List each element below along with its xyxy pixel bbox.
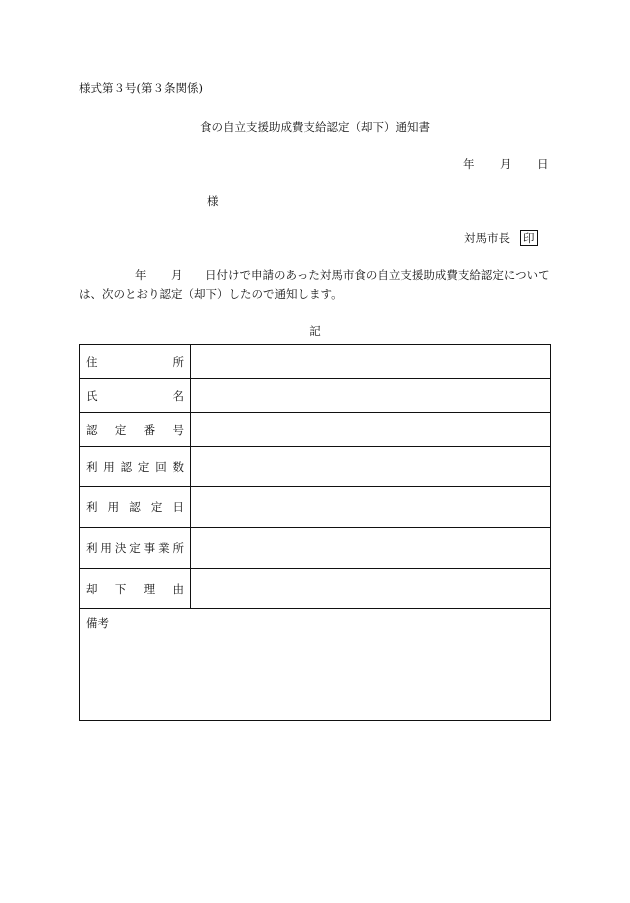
table-row: [80, 487, 551, 528]
notes-label: 備考: [86, 616, 109, 630]
table-row: [80, 569, 551, 609]
row-label: 利用認定日: [80, 487, 191, 528]
body-year: 年: [135, 268, 147, 282]
table-row: [80, 413, 551, 447]
date-month: 月: [500, 157, 512, 171]
table-row: [80, 447, 551, 487]
document-title: 食の自立支援助成費支給認定（却下）通知書: [200, 120, 430, 134]
row-label: 却下理由: [80, 569, 191, 609]
body-month: 月: [171, 268, 183, 282]
row-label: 認定番号: [80, 413, 191, 447]
date-line: [463, 156, 549, 172]
certification-number-field: [191, 413, 551, 447]
ki-heading: 記: [309, 324, 321, 338]
notes-row: [80, 609, 551, 721]
date-year: 年: [463, 157, 475, 171]
date-day: 日: [537, 157, 549, 171]
form-number: 様式第３号(第３条関係): [79, 81, 203, 95]
body-text: 日付けで申請のあった対馬市食の自立支援助成費支給認定については、次のとおり認定（却下）したので通知します。: [79, 268, 550, 301]
table-row: [80, 528, 551, 569]
issuer: [464, 230, 538, 246]
name-field: [191, 379, 551, 413]
rejection-reason-field: [191, 569, 551, 609]
usage-count-field: [191, 447, 551, 487]
provider-field: [191, 528, 551, 569]
details-table: [79, 344, 551, 721]
address-field: [191, 345, 551, 379]
row-label: 利用決定事業所: [80, 528, 191, 569]
certification-date-field: [191, 487, 551, 528]
body-paragraph: [79, 266, 551, 304]
row-label: 住所: [80, 345, 191, 379]
table-row: [80, 345, 551, 379]
issuer-name: 対馬市長: [464, 231, 510, 245]
table-row: [80, 379, 551, 413]
notes-cell: [80, 609, 551, 721]
row-label: 利用認定回数: [80, 447, 191, 487]
row-label: 氏名: [80, 379, 191, 413]
seal-mark: 印: [520, 230, 538, 246]
addressee-honorific: 様: [207, 194, 219, 208]
